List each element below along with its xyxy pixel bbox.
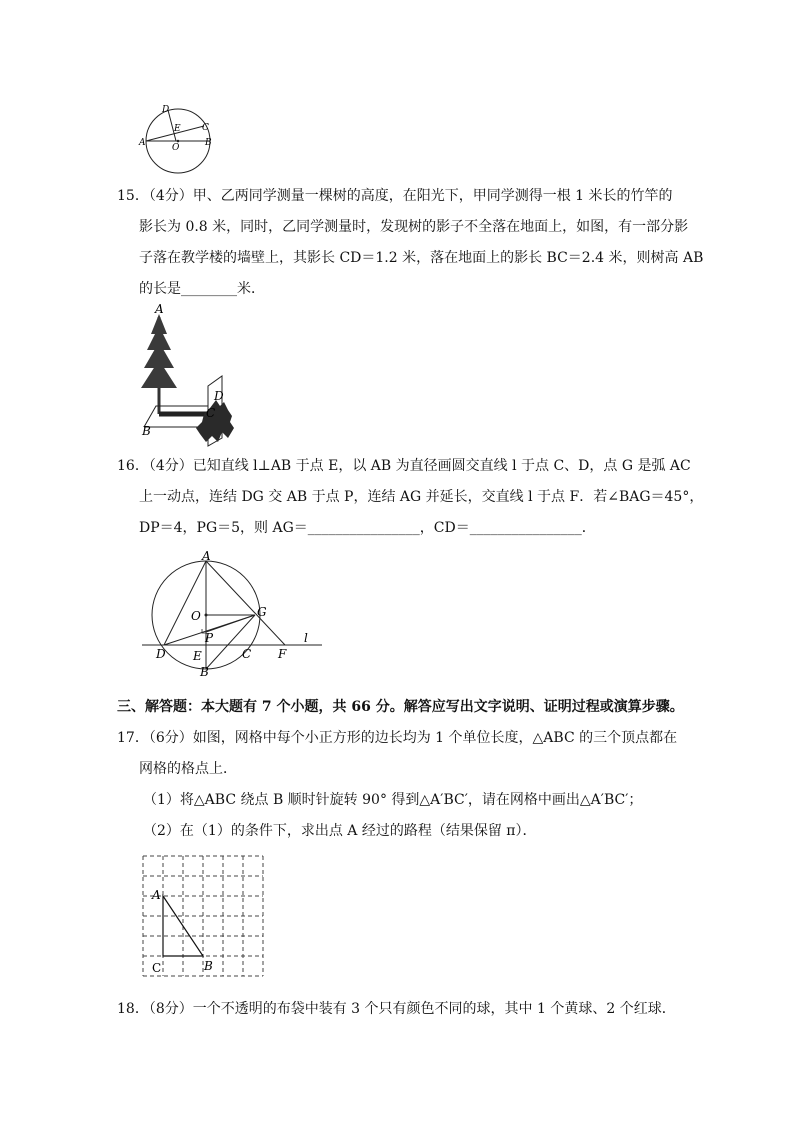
q17-line-1: 17．（6分）如图，网格中每个小正方形的边长均为 1 个单位长度，△ABC 的三个顶点都在	[117, 730, 678, 746]
label-C: C	[202, 123, 209, 133]
q15-line-1: 15．（4分）甲、乙两同学测量一棵树的高度，在阳光下，甲同学测得一根 1 米长的竹竿的	[117, 188, 673, 204]
circle-figure-q14	[138, 104, 218, 164]
q16-line-1: 16．（4分）已知直线 l⊥AB 于点 E，以 AB 为直径画圆交直线 l 于点 C、D，点 G 是弧 AC	[117, 458, 691, 474]
q17-sub-1: （1）将△ABC 绕点 B 顺时针旋转 90° 得到△A′BC′，请在网格中画出△A′BC′；	[143, 792, 643, 808]
section-3-heading: 三、解答题：本大题有 7 个小题，共 66 分。解答应写出文字说明、证明过程或演算步骤。	[117, 699, 684, 715]
label-B: B	[200, 665, 209, 679]
label-l: l	[304, 631, 308, 645]
label-C: C	[206, 406, 216, 420]
label-P: P	[205, 631, 214, 645]
label-E: E	[174, 124, 181, 134]
label-O: O	[172, 143, 180, 153]
q18-line-1: 18．（8分）一个不透明的布袋中装有 3 个只有颜色不同的球，其中 1 个黄球、2 个红球．	[117, 1001, 676, 1017]
q17-sub-2: （2）在（1）的条件下，求出点 A 经过的路程（结果保留 π）．	[143, 823, 537, 839]
label-A: A	[155, 302, 164, 316]
label-B: B	[204, 959, 213, 973]
label-D: D	[156, 647, 166, 661]
q17-line-2: 网格的格点上．	[139, 761, 237, 777]
label-B: B	[205, 138, 212, 148]
q15-line-4: 的长是________米．	[139, 281, 265, 297]
label-A: A	[139, 138, 146, 148]
label-A: A	[152, 888, 161, 902]
label-B: B	[142, 424, 151, 438]
grid-figure-q17	[143, 856, 268, 981]
label-O: O	[191, 609, 201, 623]
q16-line-2: 上一动点，连结 DG 交 AB 于点 P，连结 AG 并延长，交直线 l 于点 F．若∠BAG＝45°，	[139, 489, 704, 505]
label-A: A	[202, 549, 211, 563]
label-D: D	[214, 389, 224, 403]
label-F: F	[278, 647, 287, 661]
label-C: C	[242, 647, 252, 661]
label-C: C	[152, 961, 162, 975]
tree-shadow-figure-q15	[138, 302, 258, 447]
label-G: G	[257, 605, 267, 619]
label-D: D	[162, 105, 170, 115]
label-E: E	[193, 649, 202, 663]
q16-line-3: DP＝4，PG＝5，则 AG＝________________，CD＝________________．	[139, 520, 596, 536]
q15-line-2: 影长为 0.8 米，同时，乙同学测量时，发现树的影子不全落在地面上，如图，有一部分影	[139, 219, 689, 235]
q15-line-3: 子落在教学楼的墙壁上，其影长 CD＝1.2 米，落在地面上的影长 BC＝2.4 米，则树高 AB	[139, 250, 704, 266]
circle-figure-q16	[140, 550, 340, 680]
